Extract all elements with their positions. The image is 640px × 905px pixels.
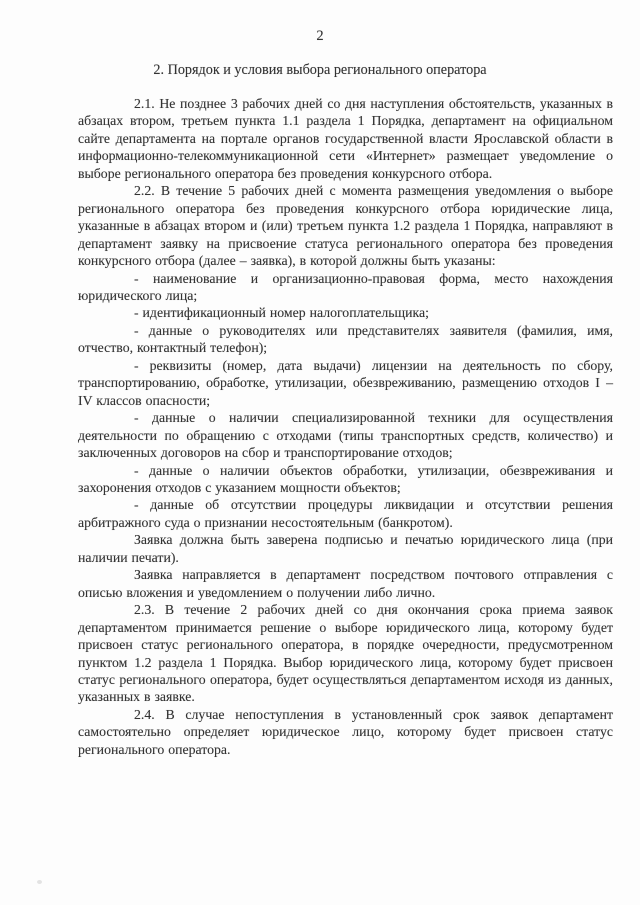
para-submission-method: Заявка направляется в департамент посредством почтового отправления с описью вложения и уведомлением о получении либо лично. [78, 567, 613, 600]
list-item-no-liquidation: - данные об отсутствии процедуры ликвидации и отсутствии решения арбитражного суда о признании несостоятельным (банкротом). [78, 497, 613, 530]
clause-2-1: 2.1. Не позднее 3 рабочих дней со дня наступления обстоятельств, указанных в абзацах втором, третьем пункта 1.1 раздела 1 Порядка, департамент на официальном сайте департамента на портале органов государственной власти Ярославской области в информационно-телекоммуникационной сети «Интернет» размещает уведомление о выборе регионального оператора без проведения конкурсного отбора. [78, 96, 613, 181]
page-number: 2 [316, 28, 324, 44]
list-item-equipment: - данные о наличии специализированной техники для осуществления деятельности по обращению с отходами (типы транспортных средств, количество) и заключенных договоров на сбор и транспортирование отходов; [78, 410, 613, 461]
list-item-managers: - данные о руководителях или представителях заявителя (фамилия, имя, отчество, контактный телефон); [78, 322, 613, 356]
list-item-name-legal-form: - наименование и организационно-правовая форма, место нахождения юридического лица; [78, 270, 613, 303]
list-item-license: - реквизиты (номер, дата выдачи) лицензии на деятельность по сбору, транспортированию, обработке, утилизации, обезвреживанию, размещению отходов I – IV классов опасности; [78, 357, 613, 408]
scan-artifact-dot [37, 880, 42, 884]
list-item-taxpayer-id: - идентификационный номер налогоплательщика; [134, 305, 430, 321]
list-item-facilities: - данные о наличии объектов обработки, утилизации, обезвреживания и захоронения отходов с указанием мощности объектов; [78, 462, 613, 495]
section-heading: 2. Порядок и условия выбора регионального оператора [153, 62, 487, 78]
clause-2-4: 2.4. В случае непоступления в установленный срок заявок департамент самостоятельно определяет юридическое лицо, которому будет присвоен статус регионального оператора. [78, 706, 613, 757]
document-body [78, 95, 613, 758]
para-signature-seal: Заявка должна быть заверена подписью и печатью юридического лица (при наличии печати). [78, 532, 613, 565]
clause-2-2-intro: 2.2. В течение 5 рабочих дней с момента размещения уведомления о выборе регионального оператора без проведения конкурсного отбора юридические лица, указанные в абзацах втором и (или) третьем пункта 1.2 раздела 1 Порядка, направляют в департамент заявку на присвоение статуса регионального оператора без проведения конкурсного отбора (далее – заявка), в которой должны быть указаны: [78, 183, 613, 269]
clause-2-3: 2.3. В течение 2 рабочих дней со дня окончания срока приема заявок департаментом принимается решение о выборе юридического лица, которому будет присвоен статус регионального оператора, в порядке очередности, предусмотренном пунктом 1.2 раздела 1 Порядка. Выбор юридического лица, которому будет присвоен статус регионального оператора, будет осуществляться департаментом исходя из данных, указанных в заявке. [78, 602, 613, 705]
